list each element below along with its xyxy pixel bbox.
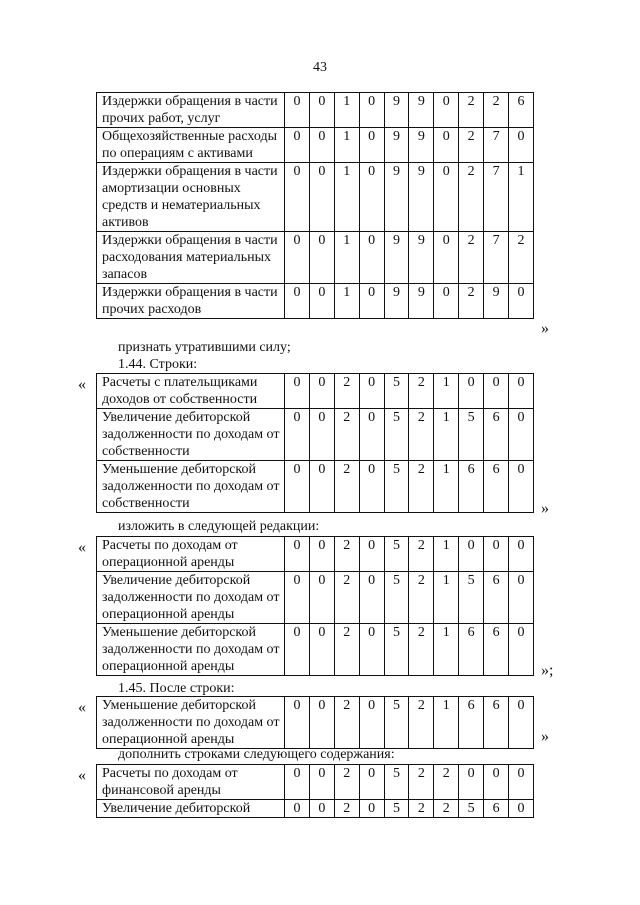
row-name-cell: Расчеты с плательщиками доходов от собственности	[97, 374, 285, 409]
code-digit-cell: 1	[434, 374, 459, 409]
code-digit-cell: 7	[484, 163, 509, 232]
code-digit-cell: 5	[384, 697, 409, 749]
code-digit-cell: 0	[459, 765, 484, 800]
code-digit-cell: 0	[484, 765, 509, 800]
table-row	[97, 232, 534, 284]
code-digit-cell: 0	[509, 374, 534, 409]
code-digit-cell: 0	[509, 284, 534, 319]
phrase-recognize-invalid: признать утратившими силу;	[118, 340, 291, 355]
code-table-3	[96, 536, 534, 676]
code-digit-cell: 2	[409, 461, 434, 513]
code-digit-cell: 1	[509, 163, 534, 232]
code-digit-cell: 5	[459, 409, 484, 461]
code-digit-cell: 0	[309, 537, 334, 572]
code-digit-cell: 2	[409, 537, 434, 572]
code-digit-cell: 0	[359, 572, 384, 624]
code-digit-cell: 1	[334, 93, 359, 128]
code-digit-cell: 9	[409, 128, 434, 163]
code-digit-cell: 5	[384, 409, 409, 461]
code-digit-cell: 0	[434, 93, 459, 128]
code-digit-cell: 6	[484, 624, 509, 676]
code-digit-cell: 7	[484, 128, 509, 163]
table-row	[97, 409, 534, 461]
code-digit-cell: 0	[434, 128, 459, 163]
table-row	[97, 163, 534, 232]
code-digit-cell: 0	[509, 697, 534, 749]
code-digit-cell: 2	[509, 232, 534, 284]
code-digit-cell: 0	[309, 461, 334, 513]
code-digit-cell: 5	[384, 461, 409, 513]
code-digit-cell: 2	[409, 374, 434, 409]
code-digit-cell: 1	[434, 537, 459, 572]
code-digit-cell: 2	[334, 374, 359, 409]
code-table-1	[96, 92, 534, 319]
code-digit-cell: 2	[334, 800, 359, 818]
code-digit-cell: 1	[434, 409, 459, 461]
row-name-cell: Издержки обращения в части амортизации основных средств и нематериальных активов	[97, 163, 285, 232]
table-row	[97, 461, 534, 513]
code-digit-cell: 5	[384, 572, 409, 624]
code-digit-cell: 6	[459, 461, 484, 513]
code-digit-cell: 0	[309, 284, 334, 319]
table-row	[97, 93, 534, 128]
code-digit-cell: 6	[484, 697, 509, 749]
code-digit-cell: 5	[384, 374, 409, 409]
code-table-4	[96, 696, 534, 749]
code-digit-cell: 1	[334, 163, 359, 232]
code-digit-cell: 0	[309, 697, 334, 749]
code-digit-cell: 0	[309, 163, 334, 232]
code-digit-cell: 9	[409, 93, 434, 128]
code-digit-cell: 0	[359, 765, 384, 800]
code-digit-cell: 9	[384, 128, 409, 163]
code-digit-cell: 5	[384, 537, 409, 572]
code-digit-cell: 6	[484, 800, 509, 818]
closing-quote: »	[541, 500, 549, 517]
code-digit-cell: 0	[285, 284, 310, 319]
code-digit-cell: 0	[309, 765, 334, 800]
table-row	[97, 624, 534, 676]
code-digit-cell: 1	[434, 697, 459, 749]
code-digit-cell: 9	[384, 232, 409, 284]
row-name-cell: Уменьшение дебиторской задолженности по доходам от операционной аренды	[97, 697, 285, 749]
code-digit-cell: 0	[509, 624, 534, 676]
row-name-cell: Общехозяйственные расходы по операциям с активами	[97, 128, 285, 163]
code-digit-cell: 0	[359, 624, 384, 676]
code-digit-cell: 0	[434, 232, 459, 284]
code-digit-cell: 0	[484, 537, 509, 572]
code-digit-cell: 5	[384, 765, 409, 800]
code-digit-cell: 0	[359, 232, 384, 284]
code-digit-cell: 0	[309, 624, 334, 676]
code-digit-cell: 0	[509, 800, 534, 818]
code-digit-cell: 9	[384, 163, 409, 232]
code-digit-cell: 0	[285, 409, 310, 461]
code-digit-cell: 0	[459, 537, 484, 572]
code-digit-cell: 0	[509, 572, 534, 624]
code-digit-cell: 0	[285, 537, 310, 572]
row-name-cell: Издержки обращения в части расходования материальных запасов	[97, 232, 285, 284]
code-digit-cell: 5	[384, 624, 409, 676]
code-digit-cell: 2	[409, 800, 434, 818]
row-name-cell: Издержки обращения в части прочих расходов	[97, 284, 285, 319]
phrase-item-1-44: 1.44. Строки:	[118, 357, 198, 372]
code-digit-cell: 1	[334, 232, 359, 284]
code-digit-cell: 1	[334, 128, 359, 163]
code-digit-cell: 2	[409, 765, 434, 800]
code-digit-cell: 2	[334, 461, 359, 513]
code-digit-cell: 0	[285, 624, 310, 676]
code-digit-cell: 9	[409, 232, 434, 284]
code-digit-cell: 1	[434, 572, 459, 624]
code-digit-cell: 0	[484, 374, 509, 409]
code-digit-cell: 2	[334, 537, 359, 572]
code-digit-cell: 0	[359, 128, 384, 163]
code-digit-cell: 2	[409, 572, 434, 624]
code-table-5	[96, 764, 534, 818]
code-digit-cell: 0	[309, 93, 334, 128]
table-row	[97, 374, 534, 409]
code-digit-cell: 2	[459, 284, 484, 319]
code-digit-cell: 0	[509, 765, 534, 800]
code-digit-cell: 2	[409, 624, 434, 676]
code-digit-cell: 2	[409, 409, 434, 461]
code-digit-cell: 2	[409, 697, 434, 749]
code-digit-cell: 0	[285, 232, 310, 284]
phrase-supplement: дополнить строками следующего содержания:	[118, 747, 395, 762]
code-digit-cell: 0	[359, 163, 384, 232]
code-digit-cell: 9	[384, 284, 409, 319]
code-digit-cell: 0	[285, 697, 310, 749]
table-row	[97, 537, 534, 572]
code-digit-cell: 0	[285, 765, 310, 800]
code-digit-cell: 0	[309, 800, 334, 818]
code-digit-cell: 2	[459, 128, 484, 163]
table-row	[97, 284, 534, 319]
row-name-cell: Увеличение дебиторской задолженности по доходам от операционной аренды	[97, 572, 285, 624]
code-digit-cell: 1	[434, 624, 459, 676]
code-digit-cell: 0	[359, 374, 384, 409]
code-digit-cell: 0	[509, 409, 534, 461]
code-digit-cell: 6	[484, 572, 509, 624]
code-table-2	[96, 373, 534, 513]
closing-quote: »	[541, 320, 549, 337]
code-digit-cell: 7	[484, 232, 509, 284]
code-digit-cell: 6	[509, 93, 534, 128]
code-digit-cell: 0	[285, 461, 310, 513]
code-digit-cell: 0	[359, 537, 384, 572]
code-digit-cell: 0	[359, 461, 384, 513]
code-digit-cell: 0	[359, 697, 384, 749]
table-row	[97, 697, 534, 749]
code-digit-cell: 0	[309, 128, 334, 163]
code-digit-cell: 9	[409, 284, 434, 319]
code-digit-cell: 5	[459, 800, 484, 818]
closing-quote: »	[541, 728, 549, 745]
code-digit-cell: 9	[484, 284, 509, 319]
code-digit-cell: 2	[334, 697, 359, 749]
table-row	[97, 800, 534, 818]
opening-quote: «	[78, 767, 86, 784]
code-digit-cell: 2	[334, 572, 359, 624]
code-digit-cell: 1	[434, 461, 459, 513]
page-number: 43	[313, 60, 327, 75]
code-digit-cell: 2	[459, 163, 484, 232]
code-digit-cell: 2	[334, 765, 359, 800]
code-digit-cell: 1	[334, 284, 359, 319]
code-digit-cell: 0	[309, 409, 334, 461]
closing-quote: »;	[541, 662, 554, 679]
code-digit-cell: 0	[285, 93, 310, 128]
row-name-cell: Уменьшение дебиторской задолженности по доходам от операционной аренды	[97, 624, 285, 676]
code-digit-cell: 0	[434, 163, 459, 232]
code-digit-cell: 0	[309, 232, 334, 284]
row-name-cell: Расчеты по доходам от финансовой аренды	[97, 765, 285, 800]
code-digit-cell: 9	[409, 163, 434, 232]
code-digit-cell: 6	[459, 624, 484, 676]
code-digit-cell: 0	[459, 374, 484, 409]
row-name-cell: Расчеты по доходам от операционной аренды	[97, 537, 285, 572]
code-digit-cell: 0	[509, 537, 534, 572]
code-digit-cell: 6	[484, 461, 509, 513]
code-digit-cell: 0	[285, 374, 310, 409]
code-digit-cell: 0	[285, 128, 310, 163]
code-digit-cell: 6	[459, 697, 484, 749]
table-row	[97, 128, 534, 163]
code-digit-cell: 2	[334, 409, 359, 461]
opening-quote: «	[78, 539, 86, 556]
opening-quote: «	[78, 699, 86, 716]
table-row	[97, 765, 534, 800]
row-name-cell: Увеличение дебиторской	[97, 800, 285, 818]
code-digit-cell: 2	[459, 93, 484, 128]
code-digit-cell: 0	[359, 800, 384, 818]
code-digit-cell: 0	[285, 572, 310, 624]
code-digit-cell: 2	[434, 765, 459, 800]
row-name-cell: Увеличение дебиторской задолженности по доходам от собственности	[97, 409, 285, 461]
table-row	[97, 572, 534, 624]
opening-quote: «	[78, 376, 86, 393]
code-digit-cell: 0	[509, 128, 534, 163]
code-digit-cell: 2	[484, 93, 509, 128]
code-digit-cell: 9	[384, 93, 409, 128]
code-digit-cell: 0	[509, 461, 534, 513]
code-digit-cell: 0	[309, 572, 334, 624]
code-digit-cell: 2	[434, 800, 459, 818]
code-digit-cell: 0	[359, 284, 384, 319]
phrase-restate: изложить в следующей редакции:	[118, 519, 320, 534]
code-digit-cell: 0	[359, 93, 384, 128]
phrase-item-1-45: 1.45. После строки:	[118, 681, 235, 696]
code-digit-cell: 0	[309, 374, 334, 409]
code-digit-cell: 2	[459, 232, 484, 284]
row-name-cell: Издержки обращения в части прочих работ, услуг	[97, 93, 285, 128]
code-digit-cell: 0	[285, 800, 310, 818]
code-digit-cell: 0	[285, 163, 310, 232]
code-digit-cell: 5	[459, 572, 484, 624]
code-digit-cell: 0	[434, 284, 459, 319]
code-digit-cell: 0	[359, 409, 384, 461]
code-digit-cell: 5	[384, 800, 409, 818]
code-digit-cell: 2	[334, 624, 359, 676]
code-digit-cell: 6	[484, 409, 509, 461]
row-name-cell: Уменьшение дебиторской задолженности по доходам от собственности	[97, 461, 285, 513]
